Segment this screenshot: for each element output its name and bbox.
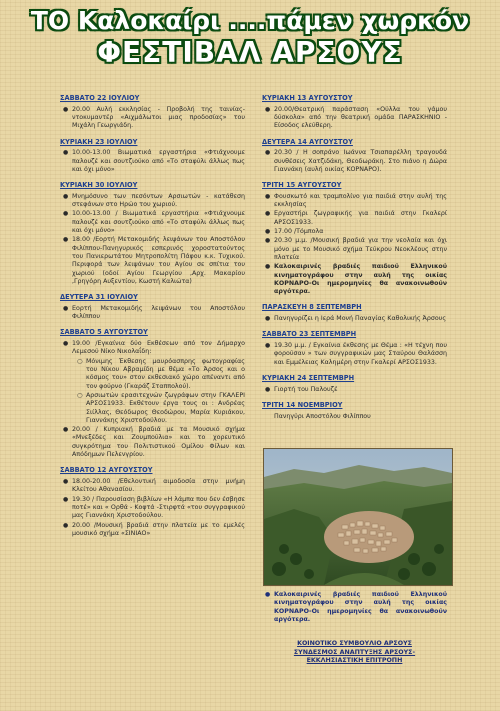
event-text: 20.30 / Η σοπράνο Ιωάννα Τσιαπαρέλλη τραγουδά συνθέσεις Χατζιδάκη, Θεοδωράκη. Στο πιάνο η Δώρα Γιαννάκη (αυλή οικίας ΚΟΡΝΑΡΟ). xyxy=(274,149,447,173)
event-text: Μόνιμης Έκθεσης μαυρόασπρης φωτογραφίας του Νίκου Αβραμίδη με θέμα «Το Άρσος και ο κόσμος του» στον εκθεσιακό χώρο απέναντι από τον φούρνο (Γκαράζ Σταππολού). xyxy=(86,357,245,390)
day-heading: ΚΥΡΙΑΚΗ 24 ΣΕΠΤΕΜΒΡΗ xyxy=(262,374,355,383)
aerial-village-photo xyxy=(263,448,453,586)
event-item xyxy=(60,193,245,210)
event-text: Μνημόσυνο των πεσόντων Αρσιωτών - κατάθεση στεφάνων στο Ηρώο του χωριού. xyxy=(72,192,245,209)
day-heading: ΣΑΒΒΑΤΟ 22 ΙΟΥΛΙΟΥ xyxy=(60,94,140,102)
day-heading: ΔΕΥΤΕΡΑ 14 ΑΥΓΟΥΣΤΟΥ xyxy=(262,137,353,146)
event-item xyxy=(262,342,447,367)
event-text: 19.30 / Παρουσίαση βιβλίων «Η λάμπα που δεν έσβησε ποτέ» και « Ορθά - Κοφτά -Στιρφτά «του συγγραφικού μας Γιαννάκη Χριστοδούλου. xyxy=(72,495,245,520)
bullet-icon: ● xyxy=(265,342,271,350)
event-text: Καλοκαιρινές βραδιές παιδιού Ελληνικού κινηματογράφου στην αυλή της οικίας ΚΟΡΝΑΡΟ-Οι ημερομηνίες θα ανακοινωθούν αργότερα. xyxy=(274,263,447,296)
day-heading: ΠΑΡΑΣΚΕΥΗ 8 ΣΕΠΤΕΜΒΡΗ xyxy=(262,303,362,312)
program-left-column xyxy=(60,92,245,539)
organizer-line: ΚΟΙΝΟΤΙΚΟ ΣΥΜΒΟΥΛΙΟ ΑΡΣΟΥΣ xyxy=(297,640,412,647)
event-text: 19.00 /Εγκαίνια δύο Εκθέσεων από τον Δήμαρχο Λεμεσού Νίκο Νικολαΐδη: xyxy=(72,340,245,356)
poster-subtitle: ΦΕΣΤΙΒΑΛ ΑΡΣΟΥΣ xyxy=(97,36,403,69)
event-item xyxy=(60,236,245,286)
event-item xyxy=(262,210,447,227)
day-heading: ΚΥΡΙΑΚΗ 30 ΙΟΥΛΙΟΥ xyxy=(60,181,138,190)
event-item xyxy=(262,315,447,323)
day-heading: ΔΕΥΤΕΡΑ 31 ΙΟΥΛΙΟΥ xyxy=(60,293,138,302)
bullet-icon: ● xyxy=(265,192,271,200)
bullet-icon: ● xyxy=(265,210,271,218)
event-item xyxy=(262,263,447,296)
event-item xyxy=(60,305,245,322)
organizer-line: ΕΚΚΛΗΣΙΑΣΤΙΚΗ ΕΠΙΤΡΟΠΗ xyxy=(306,657,403,664)
event-text: Πανηγύρι Αποστόλου Φιλίππου xyxy=(274,412,371,420)
event-item xyxy=(262,386,447,394)
bullet-icon: ● xyxy=(63,304,69,312)
event-text: 10.00-13.00 / Βιωματικά εργαστήρια «Φτιάχνουμε παλουζέ και σουτζιούκο από «Το σταφύλι άλλως πως και όχι μόνο» xyxy=(72,210,245,235)
day-heading: ΚΥΡΙΑΚΗ 13 ΑΥΓΟΥΣΤΟΥ xyxy=(262,94,353,102)
day-heading: ΣΑΒΒΑΤΟ 12 ΑΥΓΟΥΣΤΟΥ xyxy=(60,466,153,475)
organizer-line: ΣΥΝΔΕΣΜΟΣ ΑΝΑΠΤΥΞΗΣ ΑΡΣΟΥΣ- xyxy=(293,648,416,656)
event-text: Πανηγυρίζει η Ιερά Μονή Παναγίας Καθολικής Άρσους xyxy=(274,315,447,323)
event-text: Καλοκαιρινές βραδιές παιδιού Ελληνικού κινηματογράφου στην αυλή της οικίας ΚΟΡΝΑΡΟ-Οι ημερομηνίες θα ανακοινωθούν αργότερα. xyxy=(274,591,447,623)
bullet-icon: ● xyxy=(63,210,69,218)
event-text: 18.00 /Εορτή Μετακομιδής λειψάνων του Αποστόλου Φιλίππου-Πανηγυρικός εσπερινός χοροστατούντος του Πανιερωτάτου Μητροπολίτη Πάφου κ.κ. Τυχικού. Περιφορά των λειψάνων του Αγίου σε σπίτια του χωριού (οδοί Αγίου Γεωργίου ,Αρχ. Μακαρίου ,Γρηγόρη Αυξεντίου, Κωστή Καλιώτα) xyxy=(72,236,245,285)
bullet-icon: ● xyxy=(265,149,271,157)
event-item xyxy=(262,149,447,174)
bullet-icon: ● xyxy=(63,340,69,348)
village-illustration xyxy=(264,449,452,585)
event-item xyxy=(60,149,245,174)
organizers-signature xyxy=(262,640,447,666)
event-item xyxy=(60,106,245,131)
event-item xyxy=(60,340,245,357)
event-item xyxy=(60,210,245,235)
event-item xyxy=(262,228,447,236)
day-heading: ΣΑΒΒΑΤΟ 23 ΣΕΠΤΕΜΒΡΗ xyxy=(262,330,357,339)
bullet-icon: ● xyxy=(265,263,271,271)
bullet-icon: ● xyxy=(63,192,69,200)
event-item xyxy=(60,496,245,521)
event-text: 17.00 /Τόμπολα xyxy=(274,228,324,236)
event-text: 10.00-13.00 Βιωματικά εργαστήρια «Φτιάχνουμε παλουζέ και σουτζιούκο από «Το σταφύλι άλλως πως και όχι μόνο» xyxy=(72,149,245,173)
bullet-icon: ● xyxy=(63,149,69,157)
event-text: 20.00/Θεατρική παράσταση «Ούλλα του γάμου δύσκολα» από την θεατρική ομάδα ΠΑΡΑΣΚΗΝΙΟ - Είσοδος ελεύθερη. xyxy=(274,105,447,130)
event-item xyxy=(262,106,447,131)
bullet-icon: ● xyxy=(265,105,271,113)
event-text: 18.00-20.00 /Εθελοντική αιμοδοσία στην μνήμη Κλείτου Αθανασίου. xyxy=(72,478,245,494)
event-subitem xyxy=(60,392,245,425)
event-text: Φουσκωτό και τραμπολίνο για παιδιά στην αυλή της εκκλησίας xyxy=(274,192,447,209)
event-item xyxy=(262,193,447,210)
program-right-column xyxy=(262,92,447,422)
bullet-icon: ● xyxy=(63,478,69,486)
event-text: Εργαστήρι ζωγραφικής για παιδιά στην Γκαλερί ΑΡΣΟΣ1933. xyxy=(274,210,447,226)
event-text: Αρσιωτών ερασιτεχνών ζωγράφων στην ΓΚΑΛΕΡΙ ΑΡΣΟΣ1933. Εκθέτουν έργα τους οι : Ανδρέας Σιίλλας, Θεόδωρος Θεοδώρου, Μαρία Κυριάκου, Γιαννάκης Χριστοδούλου. xyxy=(86,391,245,424)
day-heading: ΣΑΒΒΑΤΟ 5 ΑΥΓΟΥΣΤΟΥ xyxy=(60,328,148,337)
day-heading: ΚΥΡΙΑΚΗ 23 ΙΟΥΛΙΟΥ xyxy=(60,137,138,146)
event-item xyxy=(60,478,245,495)
event-item xyxy=(60,522,245,539)
bullet-icon: ● xyxy=(63,521,69,529)
event-item xyxy=(60,426,245,459)
bullet-icon: ● xyxy=(63,105,69,113)
event-text: 20.00 / Κυπριακή βραδιά με τα Μουσικό σχήμα «Μνεξέδες και Ζουμπούλια» και το χορευτικό συγκρότημα του Πολιτιστικού Ομίλου Φίλων και Απόδημων Πελενγρίου. xyxy=(72,426,245,459)
bullet-icon: ● xyxy=(63,426,69,434)
bullet-icon: ● xyxy=(63,236,69,244)
event-text: 20.00 Αυλή εκκλησίας - Προβολή της ταινίας-ντοκυμαντέρ «Αιχμάλωτοι μιας προδοσίας» του Μιχάλη Γεωργιάδη. xyxy=(72,105,245,130)
event-text: 20.00 /Μουσική βραδιά στην πλατεία με το εμελές μουσικό σχήμα «ΣΙΝΙΑΟ» xyxy=(72,521,245,537)
day-heading: ΤΡΙΤΗ 14 ΝΟΕΜΒΡΙΟΥ xyxy=(262,401,343,410)
event-text: Γιορτή του Παλουζέ xyxy=(274,385,338,393)
circle-bullet-icon: ○ xyxy=(77,357,83,365)
bullet-icon: ● xyxy=(265,385,271,393)
circle-bullet-icon: ○ xyxy=(77,391,83,399)
event-item xyxy=(262,591,447,624)
event-text: Εορτή Μετακομιδής λειψάνων του Αποστόλου Φιλίππου xyxy=(72,304,245,321)
event-text: 20.30 μ.μ. /Μουσική βραδιά για την νεολαία και όχι μόνο με το Μουσικό σχήμα Τεύκρου Νεοκλέους στην πλατεία xyxy=(274,237,447,261)
poster-title: ΤΟ Καλοκαίρι ....πάμεν χωρκόν xyxy=(30,6,470,35)
event-text: 19.30 μ.μ. / Εγκαίνια έκθεσης με Θέμα : «Η τέχνη που φορούσαν » των συγγραφικών μας Σταύρου Θαλάσση και Εμμέλειας Καλημέρη στην Γκαλερί ΑΡΣΟΣ1933. xyxy=(274,342,447,366)
bullet-icon: ● xyxy=(265,315,271,323)
bullet-icon: ● xyxy=(63,495,69,503)
cinema-notice xyxy=(262,591,447,625)
bullet-icon: ● xyxy=(265,591,271,598)
day-heading: ΤΡΙΤΗ 15 ΑΥΓΟΥΣΤΟΥ xyxy=(262,181,342,190)
event-item xyxy=(262,237,447,262)
bullet-icon: ● xyxy=(265,237,271,245)
bullet-icon: ● xyxy=(265,228,271,236)
event-subitem xyxy=(60,358,245,391)
